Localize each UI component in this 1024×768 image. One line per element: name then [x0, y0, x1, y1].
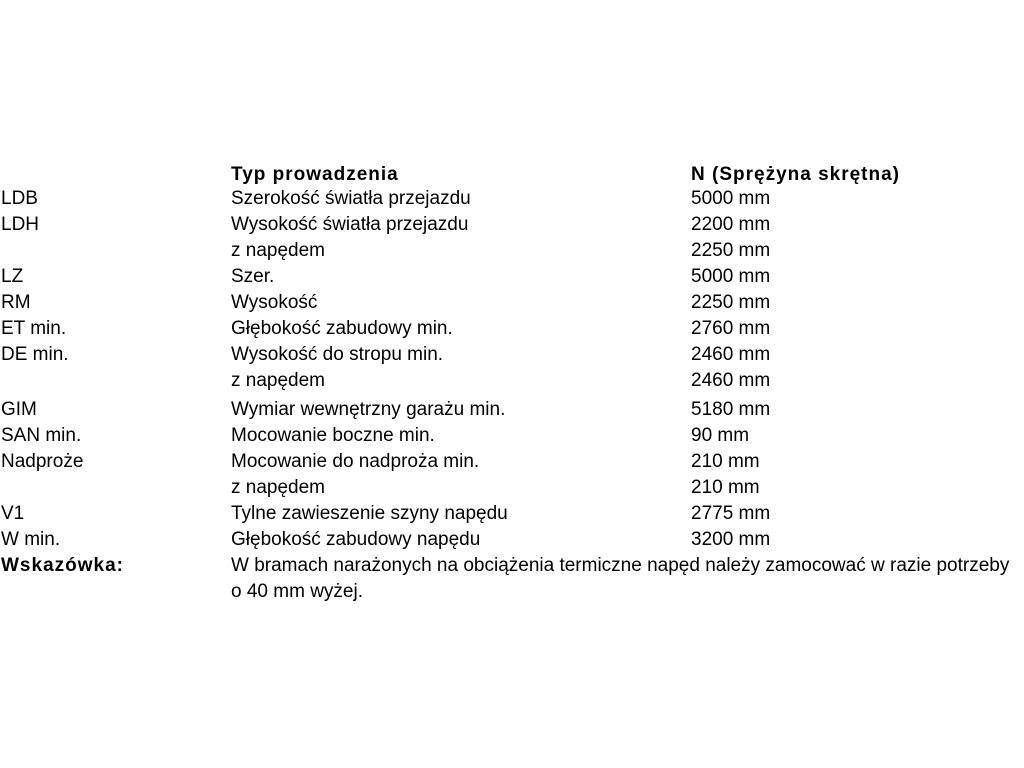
row-code: ET min. [1, 318, 67, 339]
row-label: Głębokość zabudowy min. [231, 318, 453, 339]
row-label: Wysokość do stropu min. [231, 344, 444, 365]
row-value: 2460 mm [691, 370, 771, 391]
table-row [0, 212, 1024, 238]
row-label: Wymiar wewnętrzny garażu min. [231, 399, 506, 420]
row-code: W min. [1, 529, 61, 550]
table-row [0, 397, 1024, 423]
table-row [0, 449, 1024, 475]
table-row [0, 238, 1024, 264]
row-value: 2200 mm [691, 214, 771, 235]
row-code: RM [1, 292, 31, 313]
row-label: Szerokość światła przejazdu [231, 188, 471, 209]
row-label: Tylne zawieszenie szyny napędu [231, 503, 508, 524]
header-type-guide: Typ prowadzenia [231, 164, 399, 185]
row-code: LDH [1, 214, 40, 235]
row-label: Mocowanie do nadproża min. [231, 451, 480, 472]
table-row [0, 264, 1024, 290]
row-label: Głębokość zabudowy napędu [231, 529, 481, 550]
row-value: 2760 mm [691, 318, 771, 339]
row-value: 2775 mm [691, 503, 771, 524]
row-value: 90 mm [691, 425, 750, 446]
row-label: z napędem [231, 370, 326, 391]
table-row [0, 423, 1024, 449]
row-code: GIM [1, 399, 37, 420]
table-row [0, 527, 1024, 553]
row-label: Mocowanie boczne min. [231, 425, 435, 446]
table-row [0, 316, 1024, 342]
row-value: 5000 mm [691, 188, 771, 209]
note-text: W bramach narażonych na obciążenia termiczne napęd należy zamocować w razie potrzeby o 40 mm wyżej. [231, 555, 1010, 602]
header-spring-type: N (Sprężyna skrętna) [691, 164, 901, 185]
table-header [0, 160, 1024, 186]
row-value: 5180 mm [691, 399, 771, 420]
row-value: 210 mm [691, 451, 760, 472]
note-label: Wskazówka: [1, 555, 124, 576]
row-value: 2250 mm [691, 292, 771, 313]
row-label: z napędem [231, 477, 326, 498]
table-row [0, 186, 1024, 212]
table-row [0, 475, 1024, 501]
table-row [0, 342, 1024, 368]
table-row [0, 290, 1024, 316]
row-code: LZ [1, 266, 24, 287]
row-code: SAN min. [1, 425, 82, 446]
row-value: 2460 mm [691, 344, 771, 365]
row-value: 3200 mm [691, 529, 771, 550]
row-code: Nadproże [1, 451, 84, 472]
table-row [0, 368, 1024, 394]
row-code: LDB [1, 188, 38, 209]
row-label: Szer. [231, 266, 275, 287]
row-label: z napędem [231, 240, 326, 261]
row-code: V1 [1, 503, 25, 524]
table-row [0, 501, 1024, 527]
row-value: 210 mm [691, 477, 760, 498]
row-label: Wysokość światła przejazdu [231, 214, 469, 235]
row-code: DE min. [1, 344, 69, 365]
row-label: Wysokość [231, 292, 318, 313]
row-value: 5000 mm [691, 266, 771, 287]
row-value: 2250 mm [691, 240, 771, 261]
